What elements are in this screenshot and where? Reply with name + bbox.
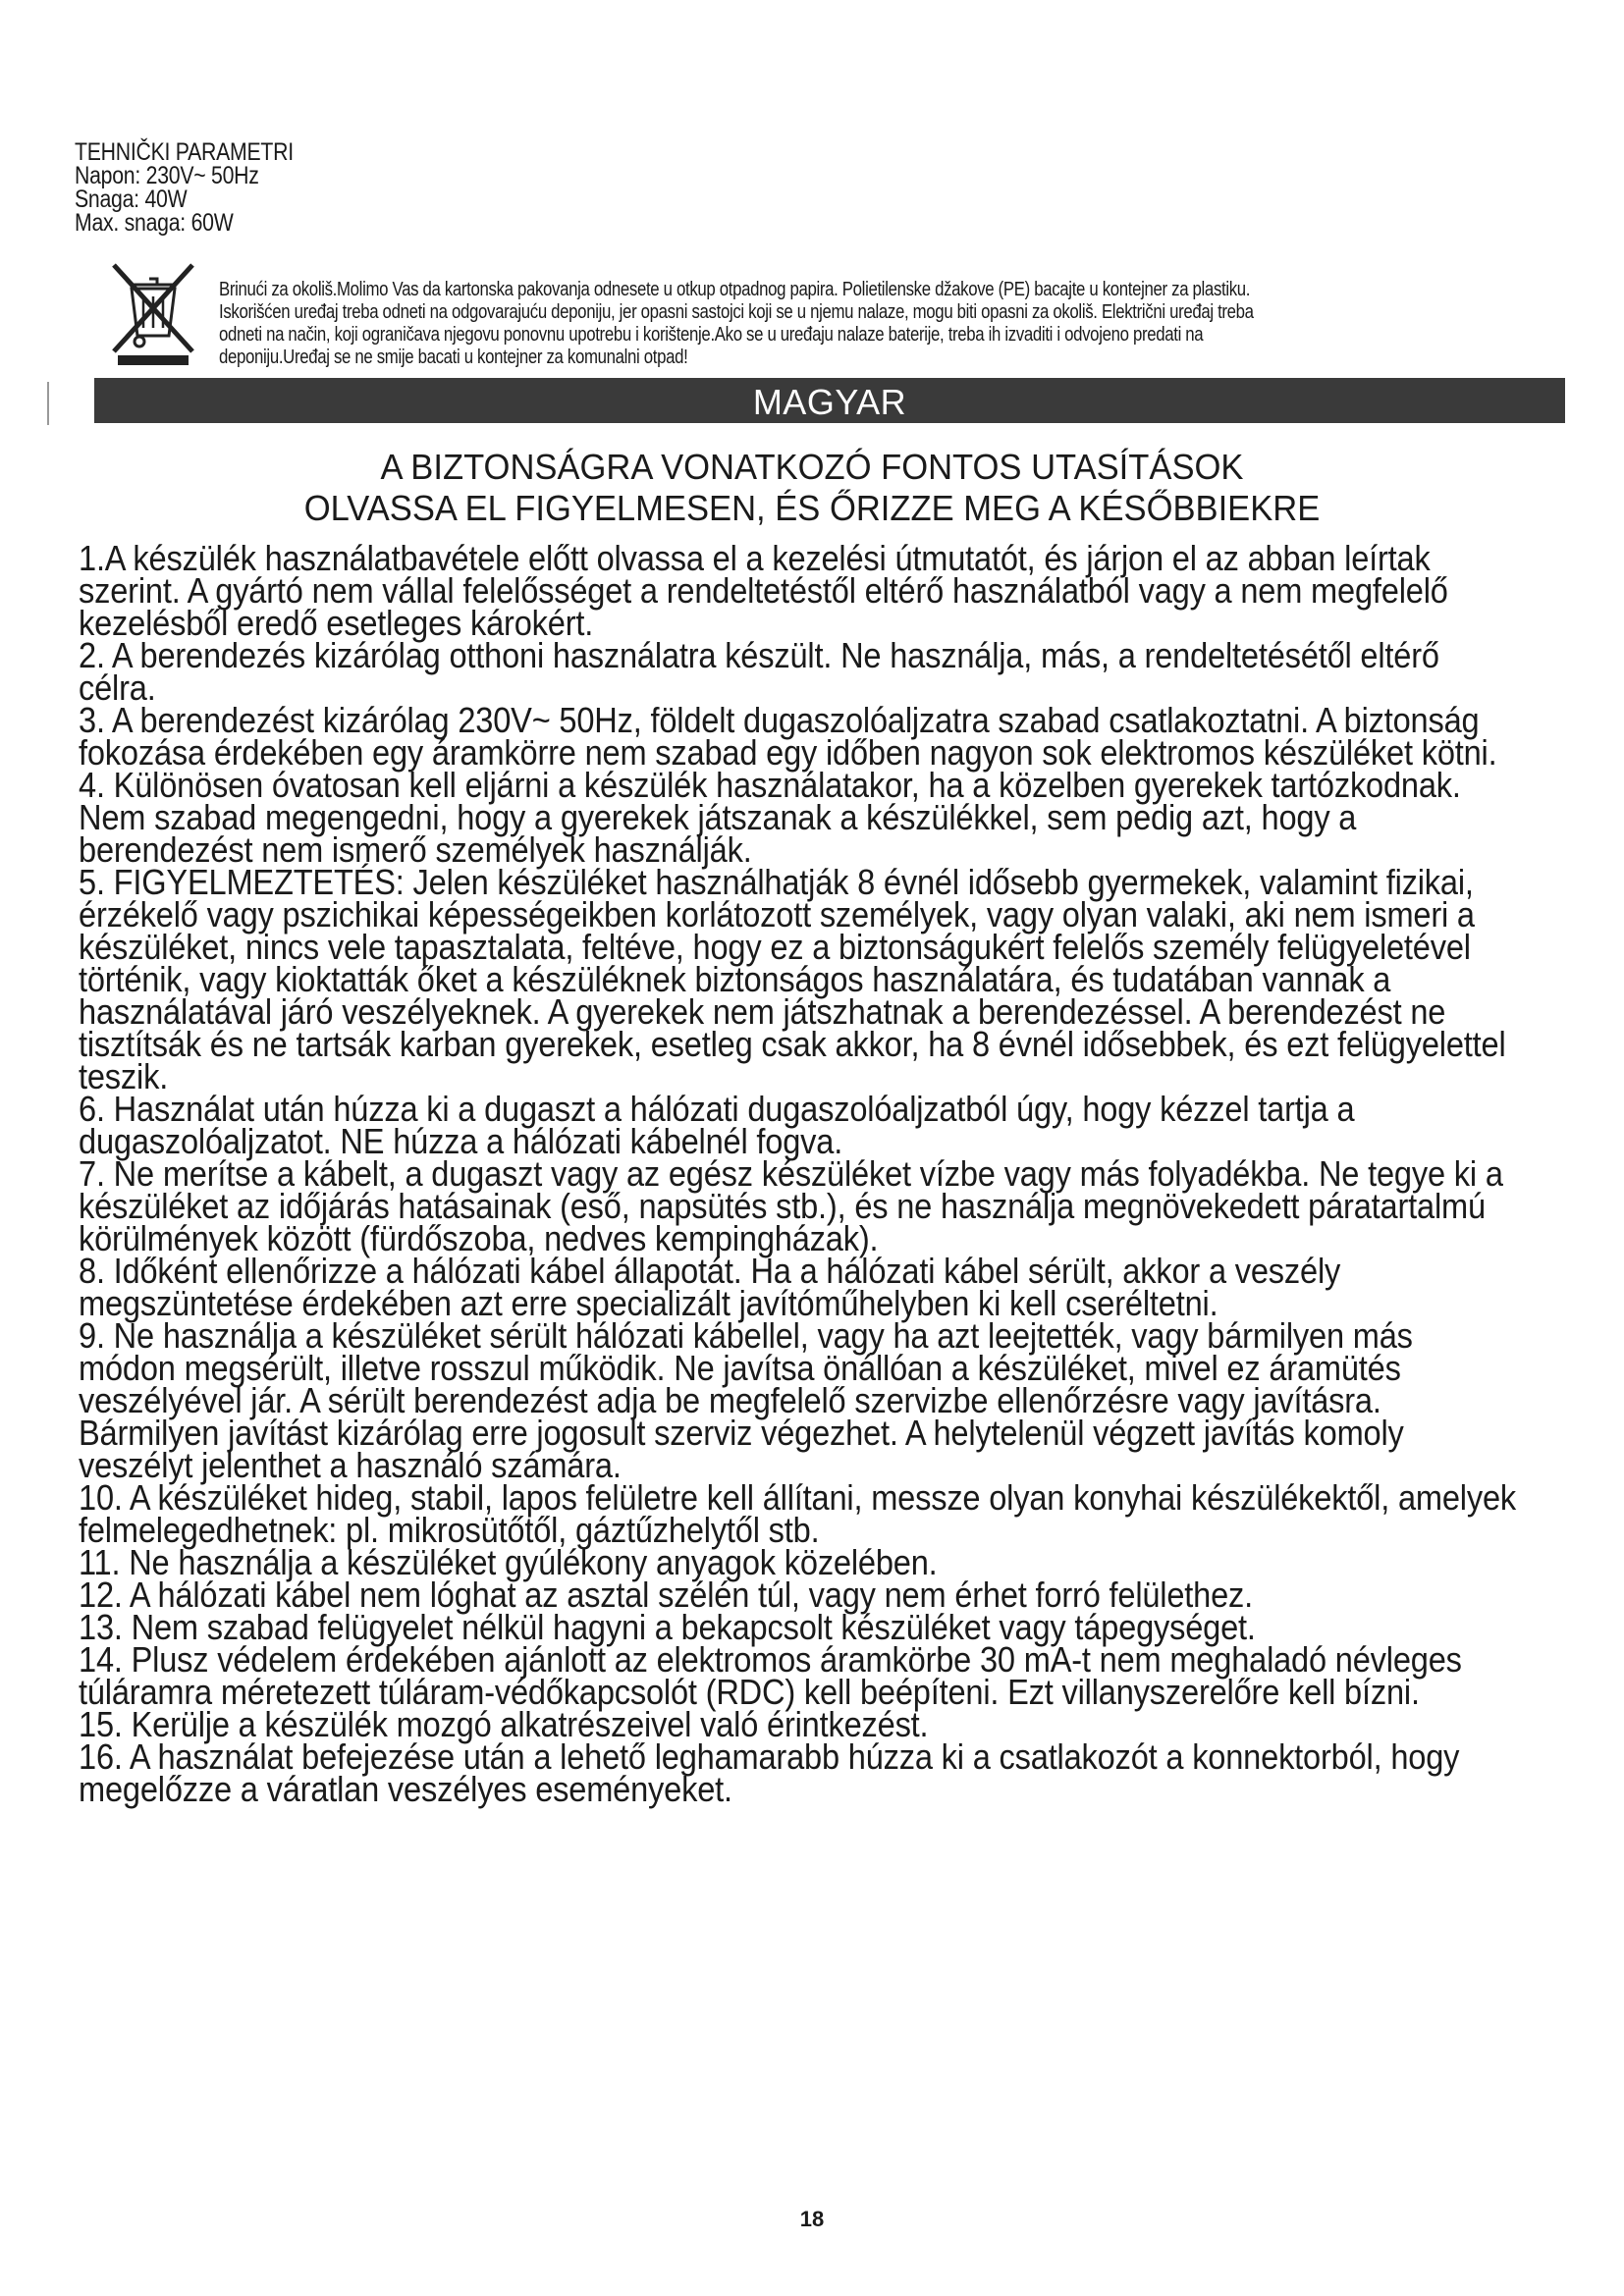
technical-parameters <box>75 140 294 235</box>
instruction-item: 4. Különösen óvatosan kell eljárni a készülék használatakor, ha a közelben gyerekek tartózkodnak. Nem szabad megengedni, hogy a gyerekek játszanak a készülékkel, sem pedig azt, hogy a berendezést nem ismerő személyek használják. <box>79 765 1461 870</box>
language-label: MAGYAR <box>752 382 907 422</box>
instruction-item: 8. Időként ellenőrizze a hálózati kábel állapotát. Ha a hálózati kábel sérült, akkor a veszély megszüntetése érdekében azt erre specializált javítóműhelyben ki kell cseréltetni. <box>79 1251 1341 1323</box>
instruction-item: 12. A hálózati kábel nem lóghat az asztal szélén túl, vagy nem érhet forró felülethez. <box>79 1575 1254 1615</box>
instruction-item: 6. Használat után húzza ki a dugaszt a hálózati dugaszolóaljzatból úgy, hogy kézzel tartja a dugaszolóaljzatot. NE húzza a hálózati kábelnél fogva. <box>79 1089 1355 1161</box>
tech-title: TEHNIČKI PARAMETRI <box>75 138 294 166</box>
tech-voltage: Napon: 230V~ 50Hz <box>75 162 259 189</box>
crossed-out-wheelie-bin-icon <box>102 257 204 367</box>
disposal-notice <box>219 279 1535 369</box>
instruction-item: 15. Kerülje a készülék mozgó alkatrészeivel való érintkezést. <box>79 1704 929 1744</box>
instruction-item: 3. A berendezést kizárólag 230V~ 50Hz, földelt dugaszolóaljzatra szabad csatlakoztatni. A biztonság fokozása érdekében egy áramkörre nem szabad egy időben nagyon sok elektromos készüléket kötni. <box>79 700 1497 773</box>
margin-mark <box>47 382 49 425</box>
instruction-item: 16. A használat befejezése után a lehető leghamarabb húzza ki a csatlakozót a konnektorból, hogy megelőzze a váratlan veszélyes eseményeket. <box>79 1736 1460 1809</box>
disposal-line: deponiju.Uređaj se ne smije bacati u kontejner za komunalni otpad! <box>219 347 688 368</box>
instruction-item: 11. Ne használja a készüléket gyúlékony anyagok közelében. <box>79 1542 938 1582</box>
language-bar <box>94 378 1565 423</box>
instruction-item: 14. Plusz védelem érdekében ajánlott az elektromos áramkörbe 30 mA-t nem meghaladó névleges túláramra méretezett túláram-védőkapcsolót (RDC) kell beépíteni. Ezt villanyszerelőre kell bízni. <box>79 1639 1462 1712</box>
safety-instructions <box>79 538 1518 1809</box>
instruction-item: 2. A berendezés kizárólag otthoni használatra készült. Ne használja, más, a rendeltetésétől eltérő célra. <box>79 635 1439 708</box>
instruction-item: 1.A készülék használatbavétele előtt olvassa el a kezelési útmutatót, és járjon el az abban leírtak szerint. A gyártó nem vállal felelősséget a rendeltetéstől eltérő használatból vagy a nem megfelelő kezelésből eredő esetleges károkért. <box>79 538 1448 643</box>
instruction-item: 10. A készüléket hideg, stabil, lapos felületre kell állítani, messze olyan konyhai készülékektől, amelyek felmelegedhetnek: pl. mikrosütőtől, gáztűzhelytől stb. <box>79 1477 1517 1550</box>
instruction-item: 5. FIGYELMEZTETÉS: Jelen készüléket használhatják 8 évnél idősebb gyermekek, valamint fizikai, érzékelő vagy pszichikai képességeikben korlátozott személyek, vagy olyan valaki, aki nem ismeri a készüléket, nincs vele tapasztalata, feltéve, hogy ez a biztonságukért felelős személy felügyeletével történik, vagy kioktatták őket a készüléknek biztonságos használatára, és tudatában vannak a használatával járó veszélyeknek. A gyerekek nem játszhatnak a berendezéssel. A berendezést ne tisztítsák és ne tartsák karban gyerekek, esetleg csak akkor, ha 8 évnél idősebbek, és ezt felügyelettel teszik. <box>79 862 1506 1096</box>
instruction-item: 7. Ne merítse a kábelt, a dugaszt vagy az egész készüléket vízbe vagy más folyadékba. Ne tegye ki a készüléket az időjárás hatásainak (eső, napsütés stb.), és ne használja megnövekedett páratartalmú körülmények között (fürdőszoba, nedves kempingházak). <box>79 1153 1503 1258</box>
disposal-line: Brinući za okoliš.Molimo Vas da kartonska pakovanja odnesete u otkup otpadnog papira. Polietilenske džakove (PE) bacajte u kontejner za plastiku. <box>219 279 1251 300</box>
instruction-item: 13. Nem szabad felügyelet nélkül hagyni a bekapcsolt készüléket vagy tápegységet. <box>79 1607 1256 1647</box>
instruction-item: 9. Ne használja a készüléket sérült hálózati kábellel, vagy ha azt leejtették, vagy bármilyen más módon megsérült, illetve rosszul működik. Ne javítsa önállóan a készüléket, mivel ez áramütés veszélyével jár. A sérült berendezést adja be megfelelő szervizbe ellenőrzésre vagy javításra. Bármilyen javítást kizárólag erre jogosult szerviz végezhet. A helytelenül végzett javítás komoly veszélyt jelenthet a használó számára. <box>79 1315 1413 1485</box>
tech-max-power: Max. snaga: 60W <box>75 209 234 237</box>
disposal-line: Iskorišćen uređaj treba odneti na odgovarajuću deponiju, jer opasni sastojci koji se u njemu nalaze, mogu biti opasni za okoliš. Električni uređaj treba <box>219 301 1254 323</box>
heading-line-2: OLVASSA EL FIGYELMESEN, ÉS ŐRIZZE MEG A KÉSŐBBIEKRE <box>303 488 1321 528</box>
disposal-line: odneti na način, koji ograničava njegovu ponovnu upotrebu i korištenje.Ako se u uređaju nalaze baterije, treba ih izvaditi i odvojeno predati na <box>219 324 1204 346</box>
page-number: 18 <box>799 2207 825 2231</box>
tech-power: Snaga: 40W <box>75 186 188 213</box>
safety-heading <box>0 447 1624 529</box>
heading-line-1: A BIZTONSÁGRA VONATKOZÓ FONTOS UTASÍTÁSOK <box>380 447 1244 487</box>
